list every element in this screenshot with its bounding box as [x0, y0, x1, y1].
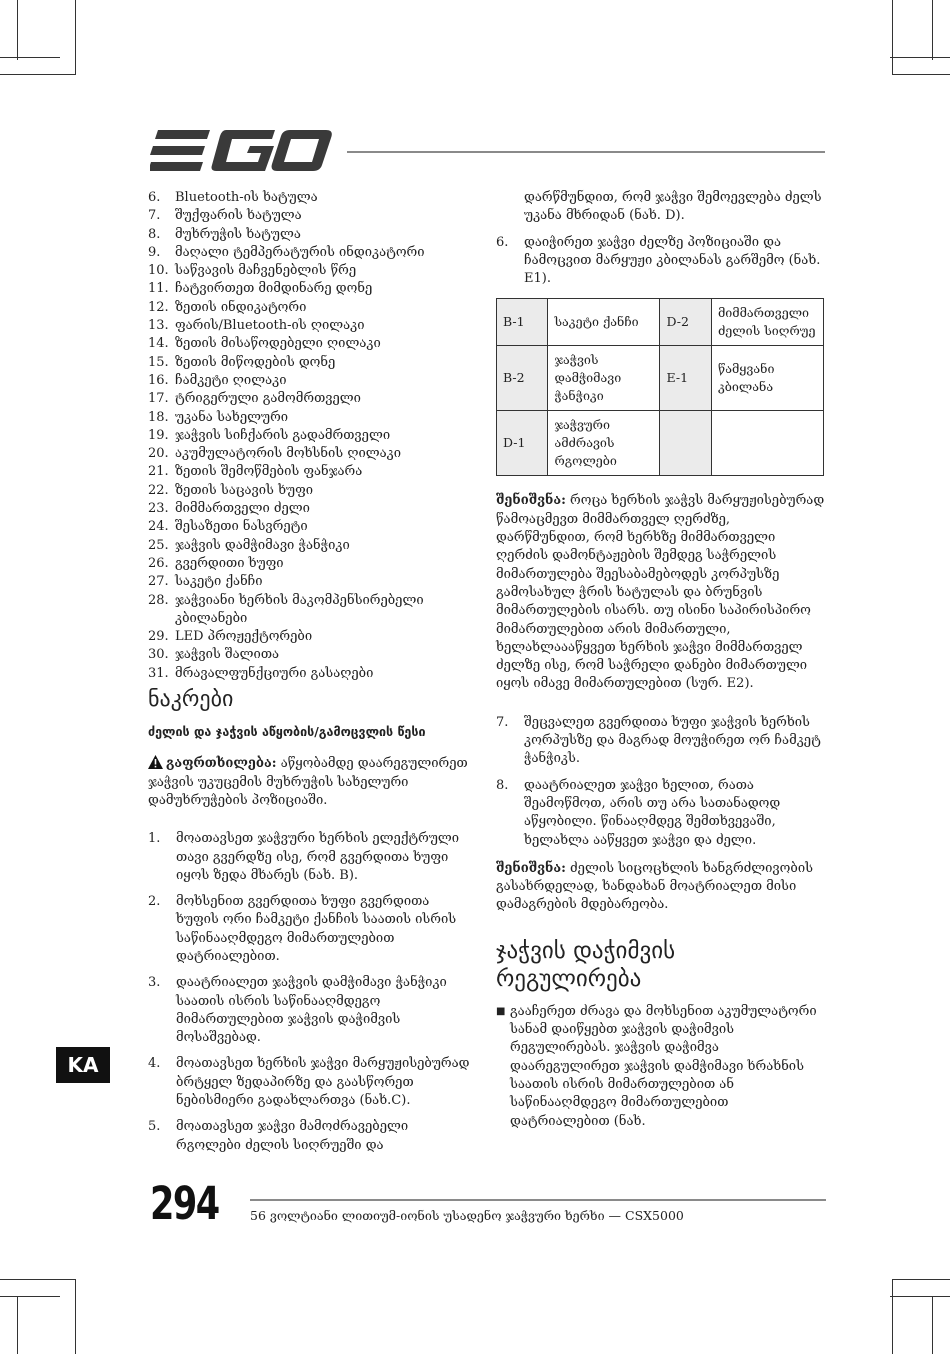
- table-cell-description: მიმმართველი ძელის სიღრუე: [711, 299, 823, 346]
- step-number: 5.: [148, 1119, 161, 1135]
- item-text: ტრიგერული გამომრთველი: [175, 391, 361, 407]
- table-row: [497, 299, 824, 346]
- bullet-text: გააჩერეთ ძრავა და მოხსენით აკუმულატორი სანამ დაიწყებთ ჯაჭვის დაჭიმვის რეგულირებას. ჯაჭვის დაჭიმვა დაარეგულირეთ ჯაჭვის დამჭიმავი ხრახნის საათის ისრის მიმართულებით ან საწინააღმდეგო მიმართულებით დატრიალებით (ნახ.: [510, 1003, 817, 1129]
- item-number: 31.: [148, 665, 169, 681]
- note-paragraph: [496, 860, 826, 915]
- item-text: საკეტი ქანჩი: [175, 574, 263, 590]
- list-item: [496, 234, 826, 289]
- list-item: [148, 226, 473, 244]
- list-item: [148, 1118, 473, 1155]
- list-item: [148, 628, 473, 646]
- parts-table: [496, 298, 824, 476]
- list-item: [496, 714, 826, 769]
- parts-list: [148, 189, 473, 683]
- crop-mark: [892, 74, 950, 75]
- step-number: 6.: [496, 234, 509, 250]
- list-item: [148, 893, 473, 966]
- item-text: აკუმულატორის მოხსნის ღილაკი: [175, 446, 402, 462]
- item-text: ზეთის საცავის ხუფი: [175, 482, 313, 498]
- list-item: [148, 390, 473, 408]
- crop-mark: [0, 1296, 60, 1297]
- crop-mark: [892, 0, 893, 74]
- list-item: [148, 317, 473, 335]
- list-item: [148, 409, 473, 427]
- table-cell-description: ჯაჭვის დამჭიმავი ჭანჭიკი: [548, 346, 660, 411]
- item-text: შესაზეთი ნასვრეტი: [175, 519, 308, 535]
- note-text: ძელის სიცოცხლის ხანგრძლივობის გასახრდელად, ხანდახან მოატრიალეთ მისი დამაგრების მდებარეობა.: [496, 860, 813, 913]
- item-number: 28.: [148, 592, 169, 608]
- item-number: 8.: [148, 226, 161, 242]
- step-number: 7.: [496, 714, 509, 730]
- bullet-list: [496, 1003, 826, 1131]
- list-item: [496, 777, 826, 850]
- item-number: 18.: [148, 409, 169, 425]
- crop-mark: [17, 1296, 18, 1354]
- page-number: 294: [150, 1177, 219, 1230]
- list-item: [148, 518, 473, 536]
- crop-mark: [0, 57, 60, 58]
- item-text: საწვავის მაჩვენებლის წრე: [175, 263, 357, 279]
- item-text: ზეთის მისაწოდებელი ღილაკი: [175, 336, 381, 352]
- item-text: მაღალი ტემპერატურის ინდიკატორი: [175, 244, 425, 260]
- list-item: [148, 335, 473, 353]
- table-cell-description: ჯაჭვური ამძრავის რგოლები: [548, 411, 660, 476]
- list-item: [148, 463, 473, 481]
- crop-mark: [75, 0, 76, 74]
- left-column: [148, 189, 473, 1163]
- item-text: ჯაჭვიანი ხერხის მაკომპენსირებელი კბილანები: [175, 592, 424, 626]
- item-number: 25.: [148, 537, 169, 553]
- crop-mark: [0, 74, 76, 75]
- item-number: 21.: [148, 464, 169, 480]
- item-text: მრავალფუნქციური გასაღები: [175, 665, 374, 681]
- footer-rule: [250, 1199, 826, 1201]
- list-item: [148, 592, 473, 629]
- item-number: 24.: [148, 519, 169, 535]
- step-number: 3.: [148, 975, 161, 991]
- step6-list: [496, 234, 826, 289]
- item-number: 9.: [148, 244, 161, 260]
- step-text: დაატრიალეთ ჯაჭვის დამჭიმავი ჭანჭიკი საათის ისრის საწინააღმდეგო მიმართულებით ჯაჭვის დაჭიმვის მოსაშვებად.: [176, 975, 447, 1046]
- item-number: 12.: [148, 299, 169, 315]
- step-text: შეცვალეთ გვერდითა ხუფი ჯაჭვის ხერხის კორპუსზე და მაგრად მოუჭირეთ ორ ჩამკეტ ჭანჭიკს.: [524, 714, 821, 767]
- list-item: [148, 244, 473, 262]
- item-number: 30.: [148, 647, 169, 663]
- item-number: 22.: [148, 482, 169, 498]
- list-item: [148, 537, 473, 555]
- list-item: [148, 482, 473, 500]
- list-item: [148, 189, 473, 207]
- note-label: შენიშვნა:: [496, 860, 566, 876]
- item-text: Bluetooth-ის ხატულა: [175, 190, 318, 205]
- list-item: [148, 207, 473, 225]
- step-text: მოათავსეთ ჯაჭვური ხერხის ელექტრული თავი გვერდზე ისე, რომ გვერდითა ხუფი იყოს ზედა მხარეს (ნახ. B).: [176, 831, 460, 883]
- item-number: 20.: [148, 446, 169, 462]
- step-text: დაატრიალეთ ჯაჭვი ხელით, რათა შეამოწმოთ, არის თუ არა სათანადოდ აწყობილი. წინააღმდეგ შემთხვევაში, ხელახლა ააწყვეთ ჯაჭვი და ძელი.: [524, 777, 781, 848]
- subsection-title: ძელის და ჯაჭვის აწყობის/გამოცვლის წესი: [148, 724, 426, 740]
- item-number: 17.: [148, 391, 169, 407]
- crop-mark: [892, 1279, 893, 1354]
- item-text: გვერდითი ხუფი: [175, 555, 284, 571]
- note-paragraph: [496, 492, 826, 693]
- table-cell-code: B-1: [497, 299, 548, 346]
- item-text: ზეთის ინდიკატორი: [175, 299, 307, 315]
- section-title-tension: ჯაჭვის დაჭიმვის რეგულირება: [496, 937, 676, 992]
- table-cell-code: [660, 411, 711, 476]
- step-text: დაიჭირეთ ჯაჭვი ძელზე პოზიციაში და ჩამოცვით მარყუჟი კბილანას გარშემო (ნახ. E1).: [524, 234, 821, 287]
- item-number: 7.: [148, 208, 161, 224]
- crop-mark: [17, 0, 18, 60]
- warning-label: გაფრთხილება:: [166, 756, 277, 772]
- steps-list: [148, 830, 473, 1155]
- list-item: [148, 280, 473, 298]
- step-number: 8.: [496, 777, 509, 793]
- step-text: მოათავსეთ ჯაჭვი მამოძრავებელი რგოლები ძელის სიღრუეში და: [176, 1119, 409, 1153]
- item-text: ფარის/Bluetooth-ის ღილაკი: [175, 318, 365, 334]
- list-item: [148, 974, 473, 1047]
- header-rule: [347, 151, 825, 153]
- item-text: LED პროჟექტორები: [175, 629, 313, 645]
- item-text: მიმმართველი ძელი: [175, 501, 310, 517]
- step-text: მოხსენით გვერდითა ხუფი გვერდითა ხუფის ორი ჩამკეტი ქანჩის საათის ისრის საწინააღმდეგო მიმართულებით დატრიალებით.: [176, 894, 457, 964]
- list-item: [148, 445, 473, 463]
- table-cell-code: B-2: [497, 346, 548, 411]
- step-number: 1.: [148, 831, 161, 847]
- warning-icon: [148, 755, 163, 769]
- note-label: შენიშვნა:: [496, 493, 566, 509]
- step-number: 4.: [148, 1056, 161, 1072]
- crop-mark: [0, 1279, 76, 1280]
- list-item: [148, 299, 473, 317]
- list-item: [148, 354, 473, 372]
- item-number: 19.: [148, 427, 169, 443]
- step5-continuation: დარწმუნდით, რომ ჯაჭვი შემოევლება ძელს უკანა მხრიდან (ნახ. D).: [524, 190, 822, 224]
- crop-mark: [892, 1279, 950, 1280]
- item-text: ჯაჭვის სიჩქარის გადამრთველი: [175, 427, 391, 443]
- item-text: ჩატვირთეთ მიმდინარე დონე: [175, 281, 373, 297]
- crop-mark: [75, 1279, 76, 1354]
- crop-mark: [932, 0, 933, 60]
- item-number: 11.: [148, 281, 169, 297]
- item-number: 10.: [148, 263, 169, 279]
- section-title: ნაკრები: [148, 687, 234, 713]
- table-cell-code: D-1: [497, 411, 548, 476]
- list-item: [148, 573, 473, 591]
- item-number: 29.: [148, 629, 169, 645]
- table-row: [497, 346, 824, 411]
- list-item: [148, 555, 473, 573]
- list-item: [148, 262, 473, 280]
- table-cell-description: წამყვანი კბილანა: [711, 346, 823, 411]
- item-text: ჯაჭვის შალითა: [175, 647, 280, 663]
- item-number: 26.: [148, 555, 169, 571]
- item-text: ზეთის შემოწმების ფანჯარა: [175, 464, 363, 480]
- language-tab: KA: [56, 1047, 110, 1083]
- bullet-icon: ■: [496, 1005, 506, 1017]
- item-number: 6.: [148, 190, 161, 205]
- item-text: მუხრუჭის ხატულა: [175, 226, 301, 242]
- table-cell-description: [711, 411, 823, 476]
- list-item: [148, 427, 473, 445]
- item-text: შუქფარის ხატულა: [175, 208, 302, 224]
- step-text: მოათავსეთ ხერხის ჯაჭვი მარყუჟისებურად ბრტყელ ზედაპირზე და გაასწორეთ ნებისმიერი გადახლართვა (ნახ.C).: [176, 1056, 470, 1109]
- list-item: [148, 830, 473, 885]
- item-number: 16.: [148, 372, 169, 388]
- crop-mark: [890, 57, 950, 58]
- item-number: 15.: [148, 354, 169, 370]
- item-number: 27.: [148, 574, 169, 590]
- item-number: 14.: [148, 336, 169, 352]
- table-cell-description: საკეტი ქანჩი: [548, 299, 660, 346]
- table-row: [497, 411, 824, 476]
- note-text: როცა ხერხის ჯაჭვს მარყუჟისებურად წამოაცმევთ მიმმართველ ღერძზე, დარწმუნდით, რომ ხერხზე მიმმართველი ღერძის დამონტაჟების შემდეგ საჭრელის მიმართულება შეესაბამებოდეს კორპუსზე გამოსახულ ჭრის ხატულას და ბრუნვის მიმართულების ისარს. თუ ისინი საპირისპირო მიმართულებით არის მიმართული, ხელახლაააწყვეთ ხერხის ჯაჭვი მიმმართველ ძელზე ისე, რომ საჭრელი დანები მიმართული იყოს იმავე მიმართულებით (სურ. E2).: [496, 493, 825, 692]
- ego-logo: [150, 130, 332, 172]
- list-item: [148, 665, 473, 683]
- table-cell-code: D-2: [660, 299, 711, 346]
- item-text: უკანა სახელური: [175, 409, 289, 425]
- right-column: [496, 189, 826, 1131]
- steps-list-right: [496, 714, 826, 850]
- step-number: 2.: [148, 894, 161, 910]
- item-number: 13.: [148, 318, 169, 334]
- item-text: ჯაჭვის დამჭიმავი ჭანჭიკი: [175, 537, 350, 553]
- list-item: [496, 1003, 826, 1131]
- list-item: [148, 372, 473, 390]
- list-item: [148, 500, 473, 518]
- list-item: [148, 1055, 473, 1110]
- warning-paragraph: [148, 755, 473, 810]
- table-cell-code: E-1: [660, 346, 711, 411]
- list-item: [148, 646, 473, 664]
- item-text: ჩამკეტი ღილაკი: [175, 372, 287, 388]
- crop-mark: [890, 1296, 950, 1297]
- warning-text: აწყობამდე დაარეგულირეთ ჯაჭვის უკუცემის მუხრუჭის სახელური დამუხრუჭების პოზიციაში.: [148, 756, 468, 808]
- crop-mark: [932, 1296, 933, 1354]
- item-number: 23.: [148, 501, 169, 517]
- item-text: ზეთის მიწოდების დონე: [175, 354, 336, 370]
- footer-text: 56 ვოლტიანი ლითიუმ-იონის უსადენო ჯაჭვური ხერხი — CSX5000: [250, 1208, 684, 1223]
